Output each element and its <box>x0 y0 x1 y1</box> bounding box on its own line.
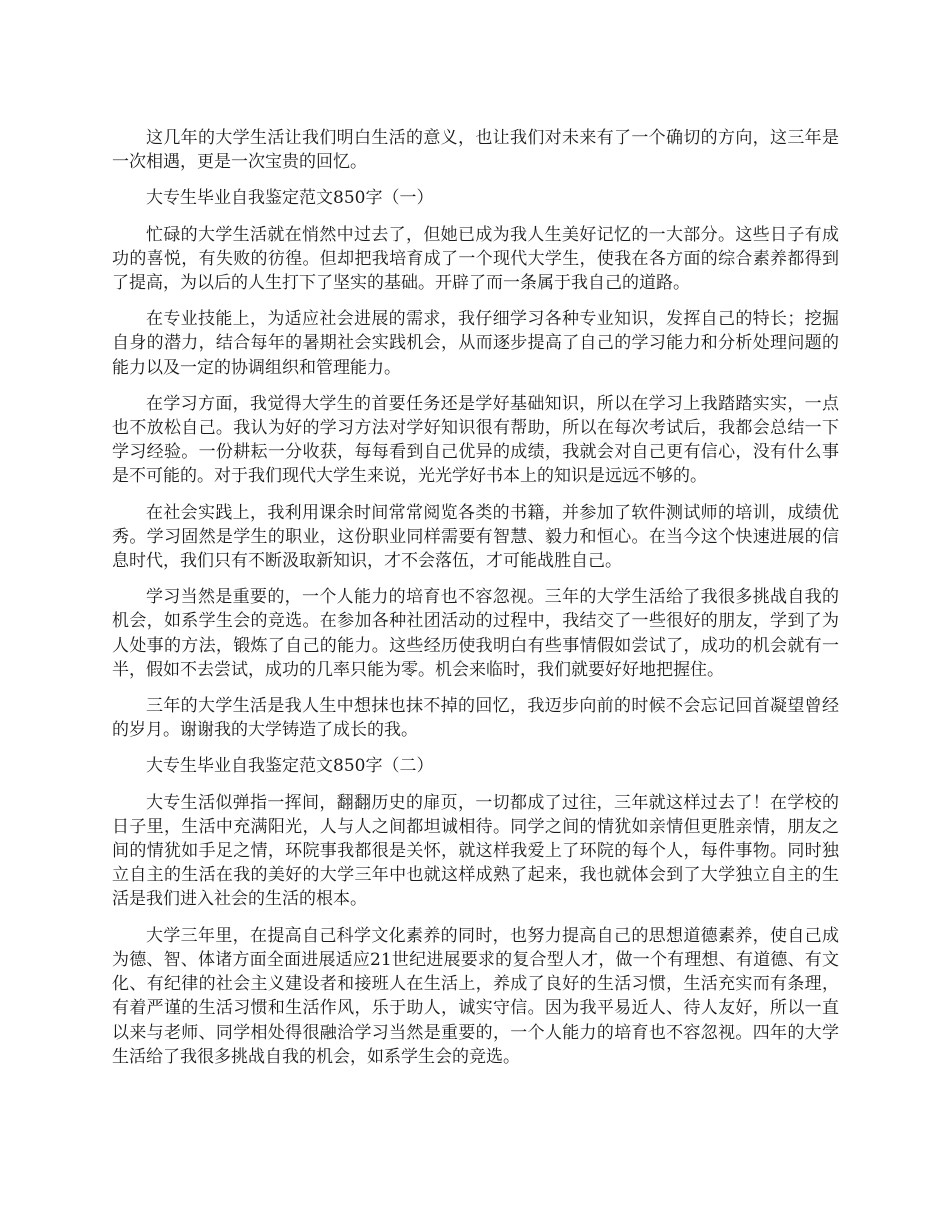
paragraph-intro: 这几年的大学生活让我们明白生活的意义，也让我们对未来有了一个确切的方向，这三年是一次相遇，更是一次宝贵的回忆。 <box>112 128 839 173</box>
paragraph: 学习当然是重要的，一个人能力的培育也不容忽视。三年的大学生活给了我很多挑战自我的机会，如系学生会的竞选。在参加各种社团活动的过程中，我结交了一些很好的朋友，学到了为人处事的方法，锻炼了自己的能力。这些经历使我明白有些事情假如尝试了，成功的机会就有一半，假如不去尝试，成功的几率只能为零。机会来临时，我们就要好好地把握住。 <box>112 587 839 680</box>
paragraph: 在专业技能上，为适应社会进展的需求，我仔细学习各种专业知识，发挥自己的特长；挖掘自身的潜力，结合每年的暑期社会实践机会，从而逐步提高了自己的学习能力和分析处理问题的能力以及一定的协调组织和管理能力。 <box>112 309 839 378</box>
section-heading-1: 大专生毕业自我鉴定范文850字（一） <box>146 188 434 209</box>
paragraph: 大专生活似弹指一挥间，翻翻历史的扉页，一切都成了过往，三年就这样过去了！在学校的日子里，生活中充满阳光，人与人之间都坦诚相待。同学之间的情犹如亲情但更胜亲情，朋友之间的情犹如手足之情，环院事我都很是关怀，就这样我爱上了环院的每个人，每件事物。同时独立自主的生活在我的美好的大学三年中也就这样成熟了起来，我也就体会到了大学独立自主的生活是我们进入社会的生活的根本。 <box>112 792 839 910</box>
paragraph: 三年的大学生活是我人生中想抹也抹不掉的回忆，我迈步向前的时候不会忘记回首凝望曾经的岁月。谢谢我的大学铸造了成长的我。 <box>112 696 839 741</box>
document-body <box>112 126 839 1081</box>
paragraph: 忙碌的大学生活就在悄然中过去了，但她已成为我人生美好记忆的一大部分。这些日子有成功的喜悦，有失败的彷徨。但却把我培育成了一个现代大学生，使我在各方面的综合素养都得到了提高，为以后的人生打下了坚实的基础。开辟了而一条属于我自己的道路。 <box>112 224 839 294</box>
section-heading-2: 大专生毕业自我鉴定范文850字（二） <box>146 756 434 777</box>
paragraph: 大学三年里，在提高自己科学文化素养的同时，也努力提高自己的思想道德素养，使自己成为德、智、体诸方面全面进展适应21世纪进展要求的复合型人才，做一个有理想、有道德、有文化、有纪律的社会主义建设者和接班人在生活上，养成了良好的生活习惯，生活充实而有条理，有着严谨的生活习惯和生活作风，乐于助人，诚实守信。因为我平易近人、待人友好，所以一直以来与老师、同学相处得很融洽学习当然是重要的，一个人能力的培育也不容忽视。四年的大学生活给了我很多挑战自我的机会，如系学生会的竞选。 <box>112 925 839 1067</box>
paragraph: 在社会实践上，我利用课余时间常常阅览各类的书籍，并参加了软件测试师的培训，成绩优秀。学习固然是学生的职业，这份职业同样需要有智慧、毅力和恒心。在当今这个快速进展的信息时代，我们只有不断汲取新知识，才不会落伍，才可能战胜自己。 <box>112 502 839 572</box>
paragraph: 在学习方面，我觉得大学生的首要任务还是学好基础知识，所以在学习上我踏踏实实，一点也不放松自己。我认为好的学习方法对学好知识很有帮助，所以在每次考试后，我都会总结一下学习经验。一份耕耘一分收获，每每看到自己优异的成绩，我就会对自己更有信心，没有什么事是不可能的。对于我们现代大学生来说，光光学好书本上的知识是远远不够的。 <box>112 393 839 487</box>
